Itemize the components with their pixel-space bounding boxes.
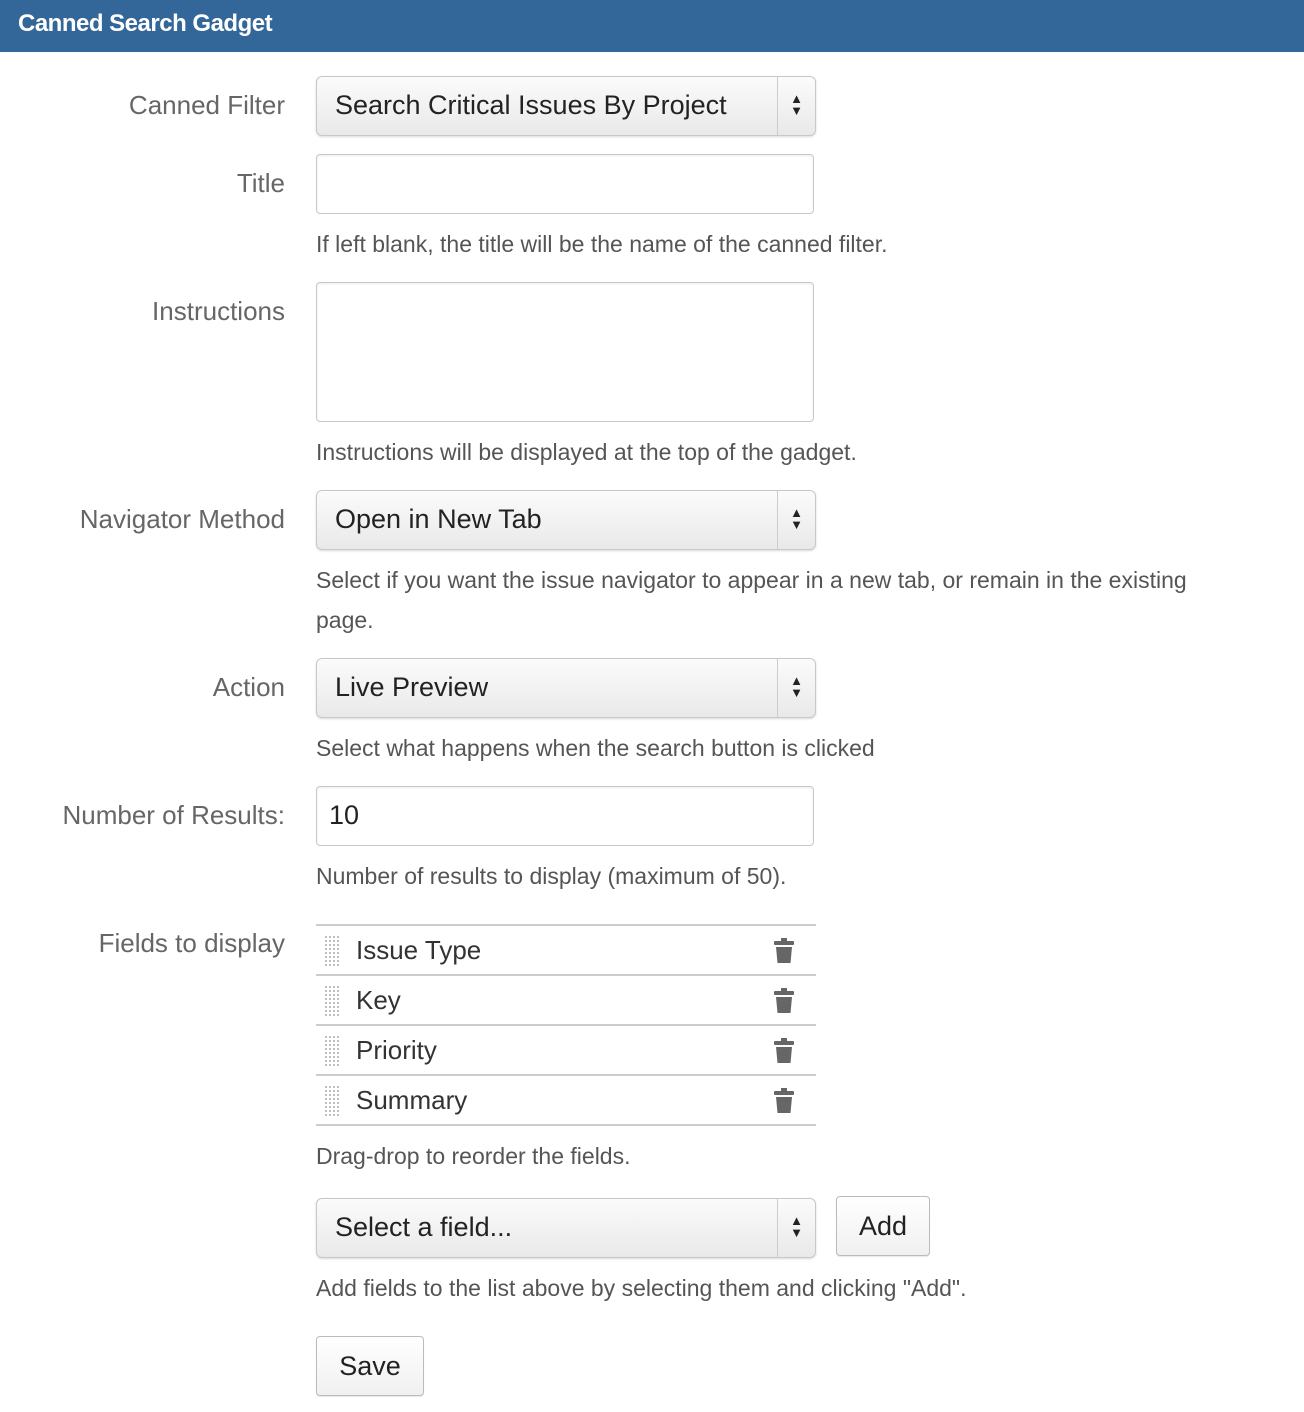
number-of-results-label: Number of Results: bbox=[62, 800, 285, 830]
select-arrows-icon: ▲ ▼ bbox=[777, 659, 815, 717]
title-label: Title bbox=[236, 168, 285, 198]
trash-icon[interactable] bbox=[774, 1088, 794, 1114]
number-of-results-input[interactable] bbox=[316, 786, 814, 846]
title-help: If left blank, the title will be the name of the canned filter. bbox=[316, 231, 888, 257]
drag-handle-icon[interactable] bbox=[324, 1035, 340, 1067]
field-row[interactable] bbox=[316, 976, 816, 1026]
drag-handle-icon[interactable] bbox=[324, 985, 340, 1017]
canned-filter-select[interactable] bbox=[316, 76, 816, 136]
fields-label: Fields to display bbox=[98, 928, 285, 958]
add-field-select[interactable] bbox=[316, 1198, 816, 1258]
number-of-results-help: Number of results to display (maximum of 50). bbox=[316, 863, 787, 889]
trash-icon[interactable] bbox=[774, 988, 794, 1014]
trash-icon[interactable] bbox=[774, 1038, 794, 1064]
navigator-method-select[interactable] bbox=[316, 490, 816, 550]
gadget-header bbox=[0, 0, 1304, 52]
navigator-method-label: Navigator Method bbox=[79, 504, 285, 534]
action-label: Action bbox=[212, 672, 285, 702]
field-row[interactable] bbox=[316, 1026, 816, 1076]
gadget-title: Canned Search Gadget bbox=[18, 10, 273, 37]
instructions-label: Instructions bbox=[152, 296, 285, 326]
fields-help: Drag-drop to reorder the fields. bbox=[316, 1143, 631, 1169]
field-row[interactable] bbox=[316, 926, 816, 976]
add-field-help: Add fields to the list above by selecting them and clicking "Add". bbox=[316, 1275, 967, 1301]
title-input[interactable] bbox=[316, 154, 814, 214]
field-name: Priority bbox=[356, 1035, 437, 1065]
action-value: Live Preview bbox=[335, 672, 489, 702]
number-of-results-value: 10 bbox=[329, 800, 360, 830]
field-name: Summary bbox=[356, 1085, 468, 1115]
action-help: Select what happens when the search button is clicked bbox=[316, 735, 875, 761]
add-button[interactable]: Add bbox=[836, 1196, 930, 1256]
add-field-value: Select a field... bbox=[335, 1212, 513, 1242]
drag-handle-icon[interactable] bbox=[324, 1085, 340, 1117]
save-button[interactable]: Save bbox=[316, 1336, 424, 1396]
fields-list bbox=[316, 924, 816, 1126]
drag-handle-icon[interactable] bbox=[324, 935, 340, 967]
canned-filter-value: Search Critical Issues By Project bbox=[335, 90, 727, 120]
select-arrows-icon: ▲ ▼ bbox=[777, 1199, 815, 1257]
field-row[interactable] bbox=[316, 1076, 816, 1126]
instructions-help: Instructions will be displayed at the top of the gadget. bbox=[316, 439, 857, 465]
canned-filter-label: Canned Filter bbox=[128, 90, 285, 120]
navigator-method-value: Open in New Tab bbox=[335, 504, 542, 534]
select-arrows-icon: ▲ ▼ bbox=[777, 77, 815, 135]
instructions-textarea[interactable] bbox=[316, 282, 814, 422]
navigator-method-help: Select if you want the issue navigator to appear in a new tab, or remain in the existing page. bbox=[316, 567, 1187, 633]
trash-icon[interactable] bbox=[774, 938, 794, 964]
field-name: Issue Type bbox=[356, 935, 482, 965]
field-name: Key bbox=[356, 985, 401, 1015]
select-arrows-icon: ▲ ▼ bbox=[777, 491, 815, 549]
action-select[interactable] bbox=[316, 658, 816, 718]
